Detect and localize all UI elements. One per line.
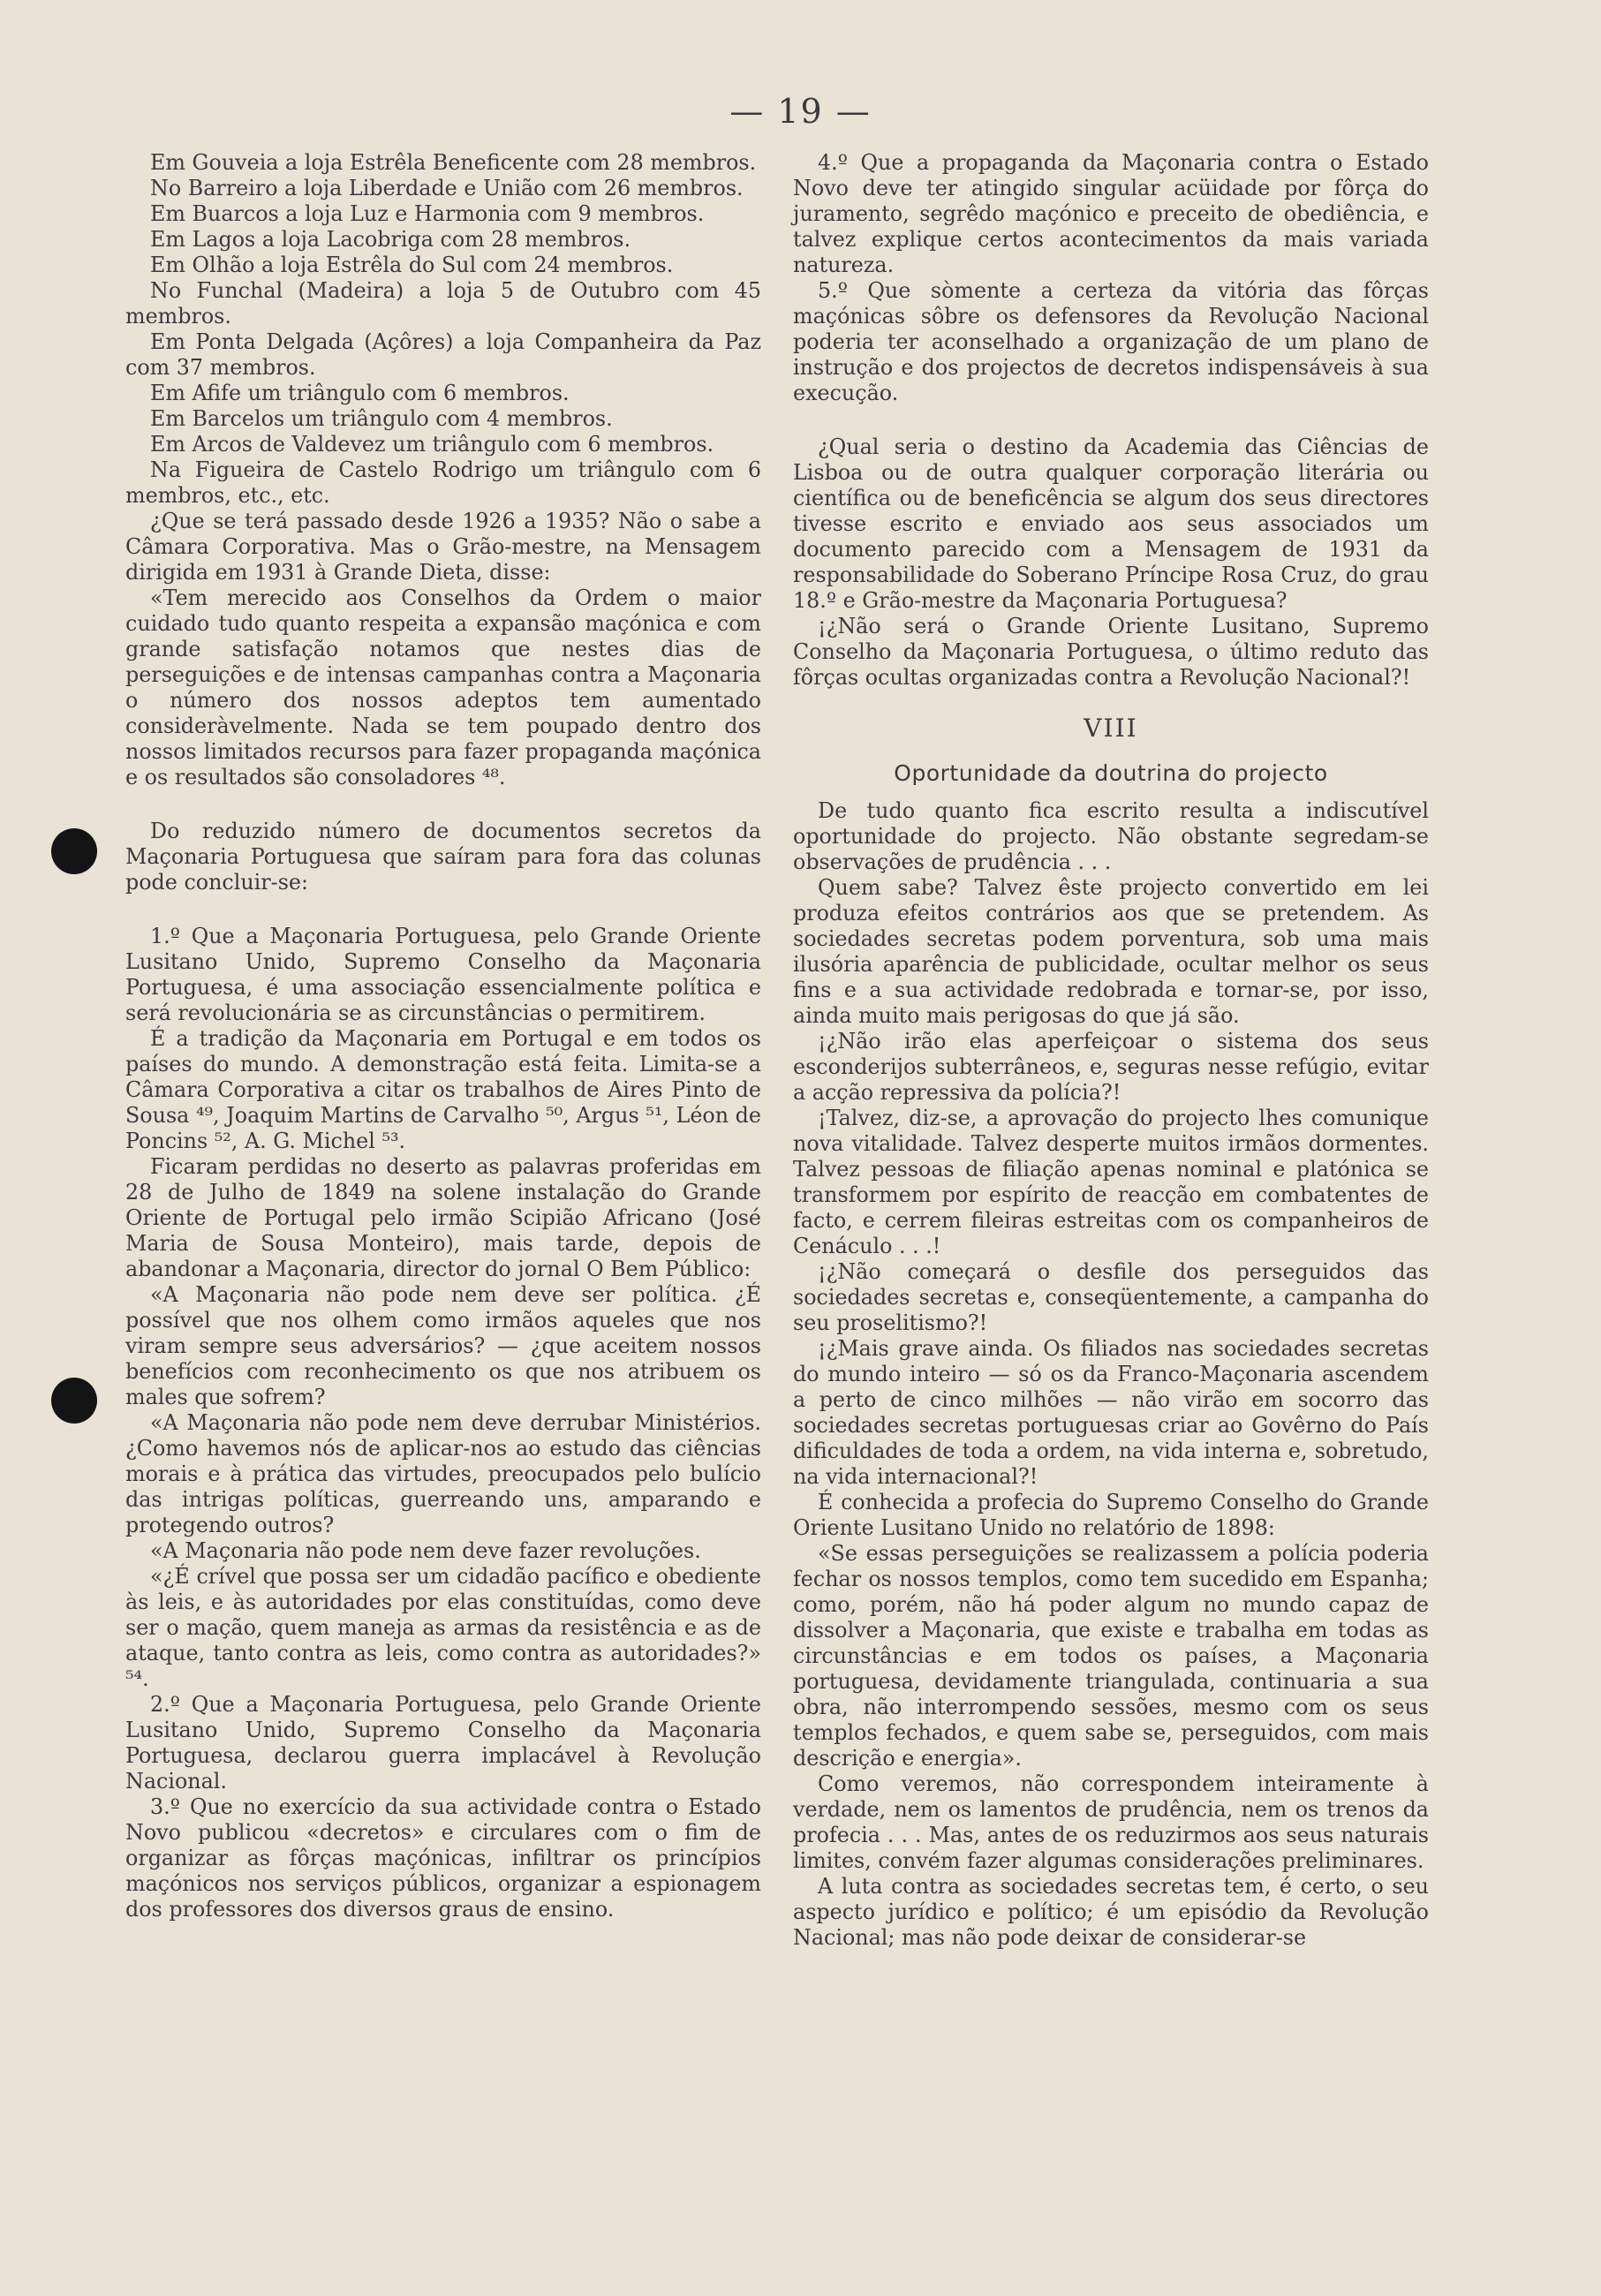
right-column bbox=[793, 150, 1429, 1951]
lodge-entry: Na Figueira de Castelo Rodrigo um triângulo com 6 membros, etc., etc. bbox=[125, 457, 761, 508]
body-paragraph: A luta contra as sociedades secretas tem, é certo, o seu aspecto jurídico e político; é um episódio da Revolução Nacional; mas não pode deixar de considerar-se bbox=[793, 1874, 1429, 1950]
lodge-entry: Em Ponta Delgada (Açôres) a loja Companheira da Paz com 37 membros. bbox=[125, 329, 761, 380]
lodge-entry: Em Afife um triângulo com 6 membros. bbox=[150, 381, 570, 405]
quote-paragraph: «A Maçonaria não pode nem deve derrubar Ministérios. ¿Como havemos nós de aplicar-nos ao estudo das ciências morais e à prática das virtudes, preocupados pelo bulício das intrigas políticas, guerreando uns, amparando e protegendo outros? bbox=[125, 1410, 761, 1537]
quote-paragraph: «¿É crível que possa ser um cidadão pacífico e obediente às leis, e às autoridades por elas constituídas, como deve ser o mação, quem maneja as armas da resistência e as de ataque, tanto contra as leis, como contra as autoridades?» ⁵⁴. bbox=[125, 1564, 761, 1691]
body-paragraph: ¡¿Não irão elas aperfeiçoar o sistema dos seus esconderijos subterrâneos, e, seguras nesse refúgio, evitar a acção repressiva da polícia?! bbox=[793, 1029, 1429, 1105]
body-paragraph: Ficaram perdidas no deserto as palavras proferidas em 28 de Julho de 1849 na solene instalação do Grande Oriente de Portugal pelo irmão Scipião Africano (José Maria de Sousa Monteiro), mais tarde, depois de abandonar a Maçonaria, director do jornal O Bem Público: bbox=[125, 1154, 761, 1281]
body-paragraph: Quem sabe? Talvez êste projecto convertido em lei produza efeitos contrários aos que se pretendem. As sociedades secretas podem porventura, sob uma mais ilusória aparência de publicidade, ocultar melhor os seus fins e a sua actividade redobrada e tornar-se, por isso, ainda muito mais perigosas do que já são. bbox=[793, 875, 1429, 1028]
body-paragraph: ¡Talvez, diz-se, a aprovação do projecto lhes comunique nova vitalidade. Talvez desperte muitos irmãos dormentes. Talvez pessoas de filiação apenas nominal e platónica se transformem por espírito de reacção em combatentes de facto, e cerrem fileiras estreitas com os companheiros de Cenáculo . . .! bbox=[793, 1106, 1429, 1258]
punch-hole bbox=[51, 1378, 97, 1424]
lodge-entry: Em Lagos a loja Lacobriga com 28 membros. bbox=[150, 227, 631, 252]
conclusion-point-2: 2.º Que a Maçonaria Portuguesa, pelo Grande Oriente Lusitano Unido, Supremo Conselho da Maçonaria Portuguesa, declarou guerra implacável à Revolução Nacional. bbox=[125, 1692, 761, 1794]
body-paragraph: Como veremos, não correspondem inteiramente à verdade, nem os lamentos de prudência, nem os trenos da profecia . . . Mas, antes de os reduzirmos aos seus naturais limites, convém fazer algumas considerações preliminares. bbox=[793, 1771, 1429, 1873]
body-paragraph: É conhecida a profecia do Supremo Conselho do Grande Oriente Lusitano Unido no relatório de 1898: bbox=[793, 1490, 1429, 1540]
lodge-entry: No Funchal (Madeira) a loja 5 de Outubro com 45 membros. bbox=[125, 278, 761, 329]
lodge-entry: No Barreiro a loja Liberdade e União com 26 membros. bbox=[150, 176, 744, 200]
body-paragraph: É a tradição da Maçonaria em Portugal e em todos os países do mundo. A demonstração está feita. Limita-se a Câmara Corporativa a citar os trabalhos de Aires Pinto de Sousa ⁴⁹, Joaquim Martins de Carvalho ⁵⁰, Argus ⁵¹, Léon de Poncins ⁵², A. G. Michel ⁵³. bbox=[125, 1026, 761, 1153]
body-paragraph: ¿Qual seria o destino da Academia das Ciências de Lisboa ou de outra qualquer corporação literária ou científica ou de beneficência se algum dos seus directores tivesse escrito e enviado aos seus associados um documento parecido com a Mensagem de 1931 da responsabilidade do Soberano Príncipe Rosa Cruz, do grau 18.º e Grão-mestre da Maçonaria Portuguesa? bbox=[793, 434, 1429, 613]
quote-paragraph: «A Maçonaria não pode nem deve ser política. ¿É possível que nos olhem como irmãos aqueles que nos viram sempre seus adversários? — ¿que aceitem nossos benefícios com reconhecimento os que nos atribuem os males que sofrem? bbox=[125, 1282, 761, 1409]
conclusion-point-5: 5.º Que sòmente a certeza da vitória das fôrças maçónicas sôbre os defensores da Revolução Nacional poderia ter aconselhado a organização de um plano de instrução e dos projectos de decretos indispensáveis à sua execução. bbox=[793, 278, 1429, 405]
conclusion-point-3: 3.º Que no exercício da sua actividade contra o Estado Novo publicou «decretos» e circulares com o fim de organizar as fôrças maçónicas, infiltrar os princípios maçónicos nos serviços públicos, organizar a espionagem dos professores dos diversos graus de ensino. bbox=[125, 1794, 761, 1922]
quote-paragraph: «A Maçonaria não pode nem deve fazer revoluções. bbox=[150, 1538, 701, 1563]
body-paragraph: De tudo quanto fica escrito resulta a indiscutível oportunidade do projecto. Não obstante segredam-se observações de prudência . . . bbox=[793, 798, 1429, 874]
lodge-entry: Em Gouveia a loja Estrêla Beneficente com 28 membros. bbox=[150, 150, 757, 175]
punch-hole bbox=[51, 828, 97, 874]
lodge-entry: Em Olhão a loja Estrêla do Sul com 24 membros. bbox=[150, 253, 674, 277]
body-paragraph: ¡¿Não começará o desfile dos perseguidos das sociedades secretas e, conseqüentemente, a campanha do seu proselitismo?! bbox=[793, 1259, 1429, 1335]
body-paragraph: ¡¿Não será o Grande Oriente Lusitano, Supremo Conselho da Maçonaria Portuguesa, o último reduto das fôrças ocultas organizadas contra a Revolução Nacional?! bbox=[793, 614, 1429, 690]
quote-paragraph: «Tem merecido aos Conselhos da Ordem o maior cuidado tudo quanto respeita a expansão maçónica e com grande satisfação notamos que nestes dias de perseguições e de intensas campanhas contra a Maçonaria o número dos nossos adeptos tem aumentado consideràvelmente. Nada se tem poupado dentro dos nossos limitados recursos para fazer propaganda maçónica e os resultados são consoladores ⁴⁸. bbox=[125, 585, 761, 789]
body-paragraph: ¡¿Mais grave ainda. Os filiados nas sociedades secretas do mundo inteiro — só os da Franco-Maçonaria ascendem a perto de cinco milhões — não virão em socorro das sociedades secretas portuguesas criar ao Govêrno do País dificuldades de toda a ordem, na vida interna e, sobretudo, na vida internacional?! bbox=[793, 1336, 1429, 1489]
lodge-entry: Em Barcelos um triângulo com 4 membros. bbox=[150, 406, 613, 431]
left-column bbox=[125, 150, 761, 1922]
lodge-entry: Em Buarcos a loja Luz e Harmonia com 9 membros. bbox=[150, 201, 705, 226]
conclusion-point-4: 4.º Que a propaganda da Maçonaria contra o Estado Novo deve ter atingido singular acüidade por fôrça do juramento, segrêdo maçónico e preceito de obediência, e talvez explique certos acontecimentos da mais variada natureza. bbox=[793, 150, 1429, 277]
lodge-entry: Em Arcos de Valdevez um triângulo com 6 membros. bbox=[150, 432, 714, 457]
question-paragraph: ¿Que se terá passado desde 1926 a 1935? Não o sabe a Câmara Corporativa. Mas o Grão-mestre, na Mensagem dirigida em 1931 à Grande Dieta, disse: bbox=[125, 509, 761, 585]
conclusion-point-1: 1.º Que a Maçonaria Portuguesa, pelo Grande Oriente Lusitano Unido, Supremo Conselho da Maçonaria Portuguesa, é uma associação essencialmente política e será revolucionária se as circunstâncias o permitirem. bbox=[125, 924, 761, 1025]
section-title: Oportunidade da doutrina do projecto bbox=[894, 760, 1328, 786]
section-numeral: VIII bbox=[1084, 714, 1138, 743]
intro-paragraph: Do reduzido número de documentos secretos da Maçonaria Portuguesa que saíram para fora das colunas pode concluir-se: bbox=[125, 819, 761, 895]
page-number: — 19 — bbox=[729, 92, 872, 131]
quote-paragraph: «Se essas perseguições se realizassem a polícia poderia fechar os nossos templos, como tem sucedido em Espanha; como, porém, não há poder algum no mundo capaz de dissolver a Maçonaria, que existe e trabalha em todas as circunstâncias e em todos os países, a Maçonaria portuguesa, devidamente triangulada, continuaria a sua obra, não interrompendo sessões, mesmo com os seus templos fechados, e quem sabe se, perseguidos, com mais descrição e energia». bbox=[793, 1541, 1429, 1771]
